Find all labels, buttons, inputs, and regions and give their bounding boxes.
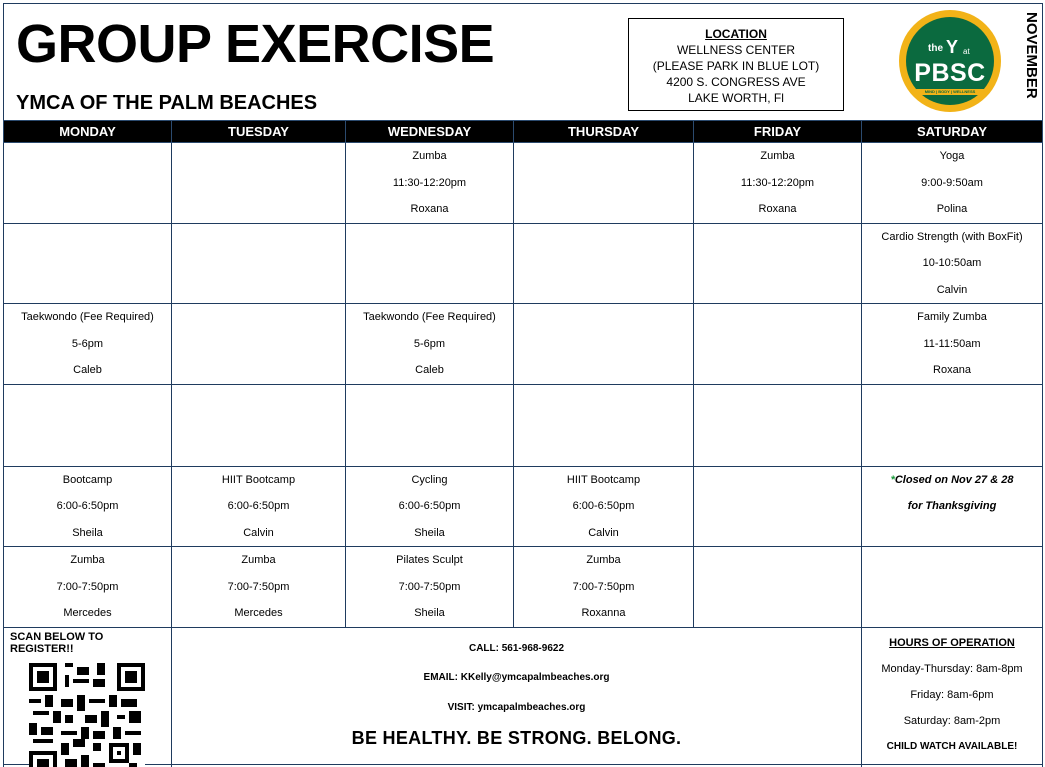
note-star: * [890, 473, 895, 486]
location-line: WELLNESS CENTER [676, 43, 796, 57]
class-time: 11:30-12:20pm [392, 176, 467, 189]
empty-cell [514, 223, 694, 304]
class-cell [862, 143, 1043, 224]
instructor-name: Caleb [415, 364, 444, 376]
register-cell [4, 627, 172, 767]
instructor-name: Polina [936, 203, 968, 215]
empty-cell [172, 223, 346, 304]
empty-cell [694, 384, 862, 466]
schedule-row [4, 384, 1043, 466]
location-box [628, 18, 844, 111]
instructor-name: Roxana [933, 364, 971, 376]
empty-cell [694, 304, 862, 385]
class-cell [514, 466, 694, 547]
class-cell [4, 547, 172, 628]
instructor-name: Calvin [243, 526, 274, 539]
day-header: THURSDAY [514, 121, 694, 143]
class-name: Taekwondo (Fee Required) [363, 311, 496, 323]
class-cell [346, 304, 514, 385]
hours-line: Saturday: 8am-2pm [903, 714, 1001, 727]
page-title: GROUP EXERCISE [16, 14, 495, 74]
class-name: Cycling [411, 473, 448, 486]
instructor-name: Sheila [72, 526, 103, 539]
email-link[interactable]: EMAIL: KKelly@ymcapalmbeaches.org [423, 672, 610, 683]
empty-cell [346, 223, 514, 304]
class-cell [514, 547, 694, 628]
class-name: Pilates Sculpt [396, 554, 463, 566]
schedule-row [4, 223, 1043, 304]
empty-cell [4, 223, 172, 304]
closed-notice [862, 466, 1043, 547]
class-name: Zumba [412, 150, 447, 162]
empty-cell [514, 143, 694, 224]
ymca-pbsc-logo: the Y at PBSC MIND | BODY | WELLNESS [899, 10, 1001, 112]
instructor-name: Roxana [410, 203, 449, 215]
class-name: Taekwondo (Fee Required) [21, 311, 154, 323]
hours-line: Friday: 8am-6pm [910, 688, 994, 701]
day-header: SATURDAY [862, 121, 1043, 143]
schedule-row [4, 304, 1043, 385]
organization-name: YMCA OF THE PALM BEACHES [16, 92, 318, 114]
phone-number[interactable]: CALL: 561-968-9622 [468, 642, 565, 654]
instructor-name: Calvin [588, 526, 619, 539]
empty-cell [346, 384, 514, 466]
schedule-table [3, 120, 1043, 767]
location-line: 4200 S. CONGRESS AVE [666, 75, 806, 89]
day-header: MONDAY [4, 121, 172, 143]
empty-cell [172, 304, 346, 385]
class-name: HIIT Bootcamp [221, 473, 296, 486]
instructor-name: Caleb [73, 364, 102, 376]
empty-cell [694, 466, 862, 547]
class-time: 11:30-12:20pm [740, 176, 815, 189]
class-cell [346, 547, 514, 628]
month-label: NOVEMBER [1023, 12, 1040, 99]
empty-cell [514, 304, 694, 385]
class-name: Zumba [241, 554, 276, 566]
class-time: 7:00-7:50pm [56, 580, 119, 593]
class-time: 6:00-6:50pm [572, 500, 635, 512]
class-time: 10-10:50am [922, 257, 982, 269]
class-cell [346, 143, 514, 224]
empty-cell [862, 384, 1043, 466]
instructor-name: Mercedes [63, 607, 112, 619]
scan-label: SCAN BELOW TO REGISTER!! [10, 630, 104, 655]
qr-code-icon[interactable] [28, 663, 146, 767]
day-header-row [4, 121, 1043, 143]
class-name: Yoga [939, 150, 965, 162]
empty-cell [172, 384, 346, 466]
instructor-name: Sheila [414, 526, 445, 539]
class-name: Family Zumba [917, 311, 987, 323]
instructor-name: Roxanna [581, 607, 626, 619]
class-cell [4, 304, 172, 385]
day-header: FRIDAY [694, 121, 862, 143]
class-cell [172, 547, 346, 628]
empty-cell [694, 547, 862, 628]
empty-cell [694, 223, 862, 304]
footer-row [4, 627, 1043, 767]
class-name: Cardio Strength (with BoxFit) [881, 230, 1023, 243]
closed-note-line: Closed on Nov 27 & 28 [894, 473, 1014, 486]
empty-cell [172, 143, 346, 224]
hours-heading: HOURS OF OPERATION [889, 636, 1015, 649]
hours-cell [862, 627, 1043, 767]
class-time: 7:00-7:50pm [227, 580, 290, 593]
class-name: Zumba [586, 554, 621, 566]
location-line: (PLEASE PARK IN BLUE LOT) [652, 59, 820, 73]
schedule-row [4, 143, 1043, 224]
day-header: WEDNESDAY [346, 121, 514, 143]
class-name: HIIT Bootcamp [566, 473, 641, 486]
instructor-name: Mercedes [234, 607, 283, 619]
schedule-row [4, 466, 1043, 547]
class-cell [694, 143, 862, 224]
class-time: 9:00-9:50am [921, 176, 983, 189]
empty-cell [514, 384, 694, 466]
class-time: 5-6pm [71, 337, 104, 350]
class-cell [862, 304, 1043, 385]
class-time: 6:00-6:50pm [398, 500, 461, 512]
website-link[interactable]: VISIT: ymcapalmbeaches.org [447, 701, 586, 713]
class-time: 6:00-6:50pm [227, 500, 290, 512]
class-time: 7:00-7:50pm [572, 580, 635, 593]
day-header: TUESDAY [172, 121, 346, 143]
closed-note-line: for Thanksgiving [907, 499, 997, 512]
instructor-name: Sheila [414, 607, 445, 619]
motto: BE HEALTHY. BE STRONG. BELONG. [351, 728, 682, 748]
class-cell [4, 466, 172, 547]
hours-line: Monday-Thursday: 8am-8pm [881, 662, 1023, 675]
empty-cell [4, 384, 172, 466]
class-cell [346, 466, 514, 547]
class-cell [862, 223, 1043, 304]
contact-cell [172, 627, 862, 767]
empty-cell [862, 547, 1043, 628]
class-name: Zumba [70, 554, 105, 566]
class-name: Zumba [760, 150, 795, 162]
class-time: 7:00-7:50pm [398, 580, 461, 593]
class-name: Bootcamp [62, 473, 113, 486]
class-cell [172, 466, 346, 547]
instructor-name: Roxana [758, 203, 797, 215]
class-time: 6:00-6:50pm [56, 500, 119, 512]
class-time: 11-11:50am [923, 337, 981, 350]
schedule-row [4, 547, 1043, 628]
location-heading: LOCATION [705, 27, 767, 41]
instructor-name: Calvin [936, 283, 968, 296]
class-time: 5-6pm [413, 337, 446, 350]
location-line: LAKE WORTH, Fl [688, 91, 784, 105]
child-watch-notice: CHILD WATCH AVAILABLE! [886, 740, 1018, 752]
empty-cell [4, 143, 172, 224]
